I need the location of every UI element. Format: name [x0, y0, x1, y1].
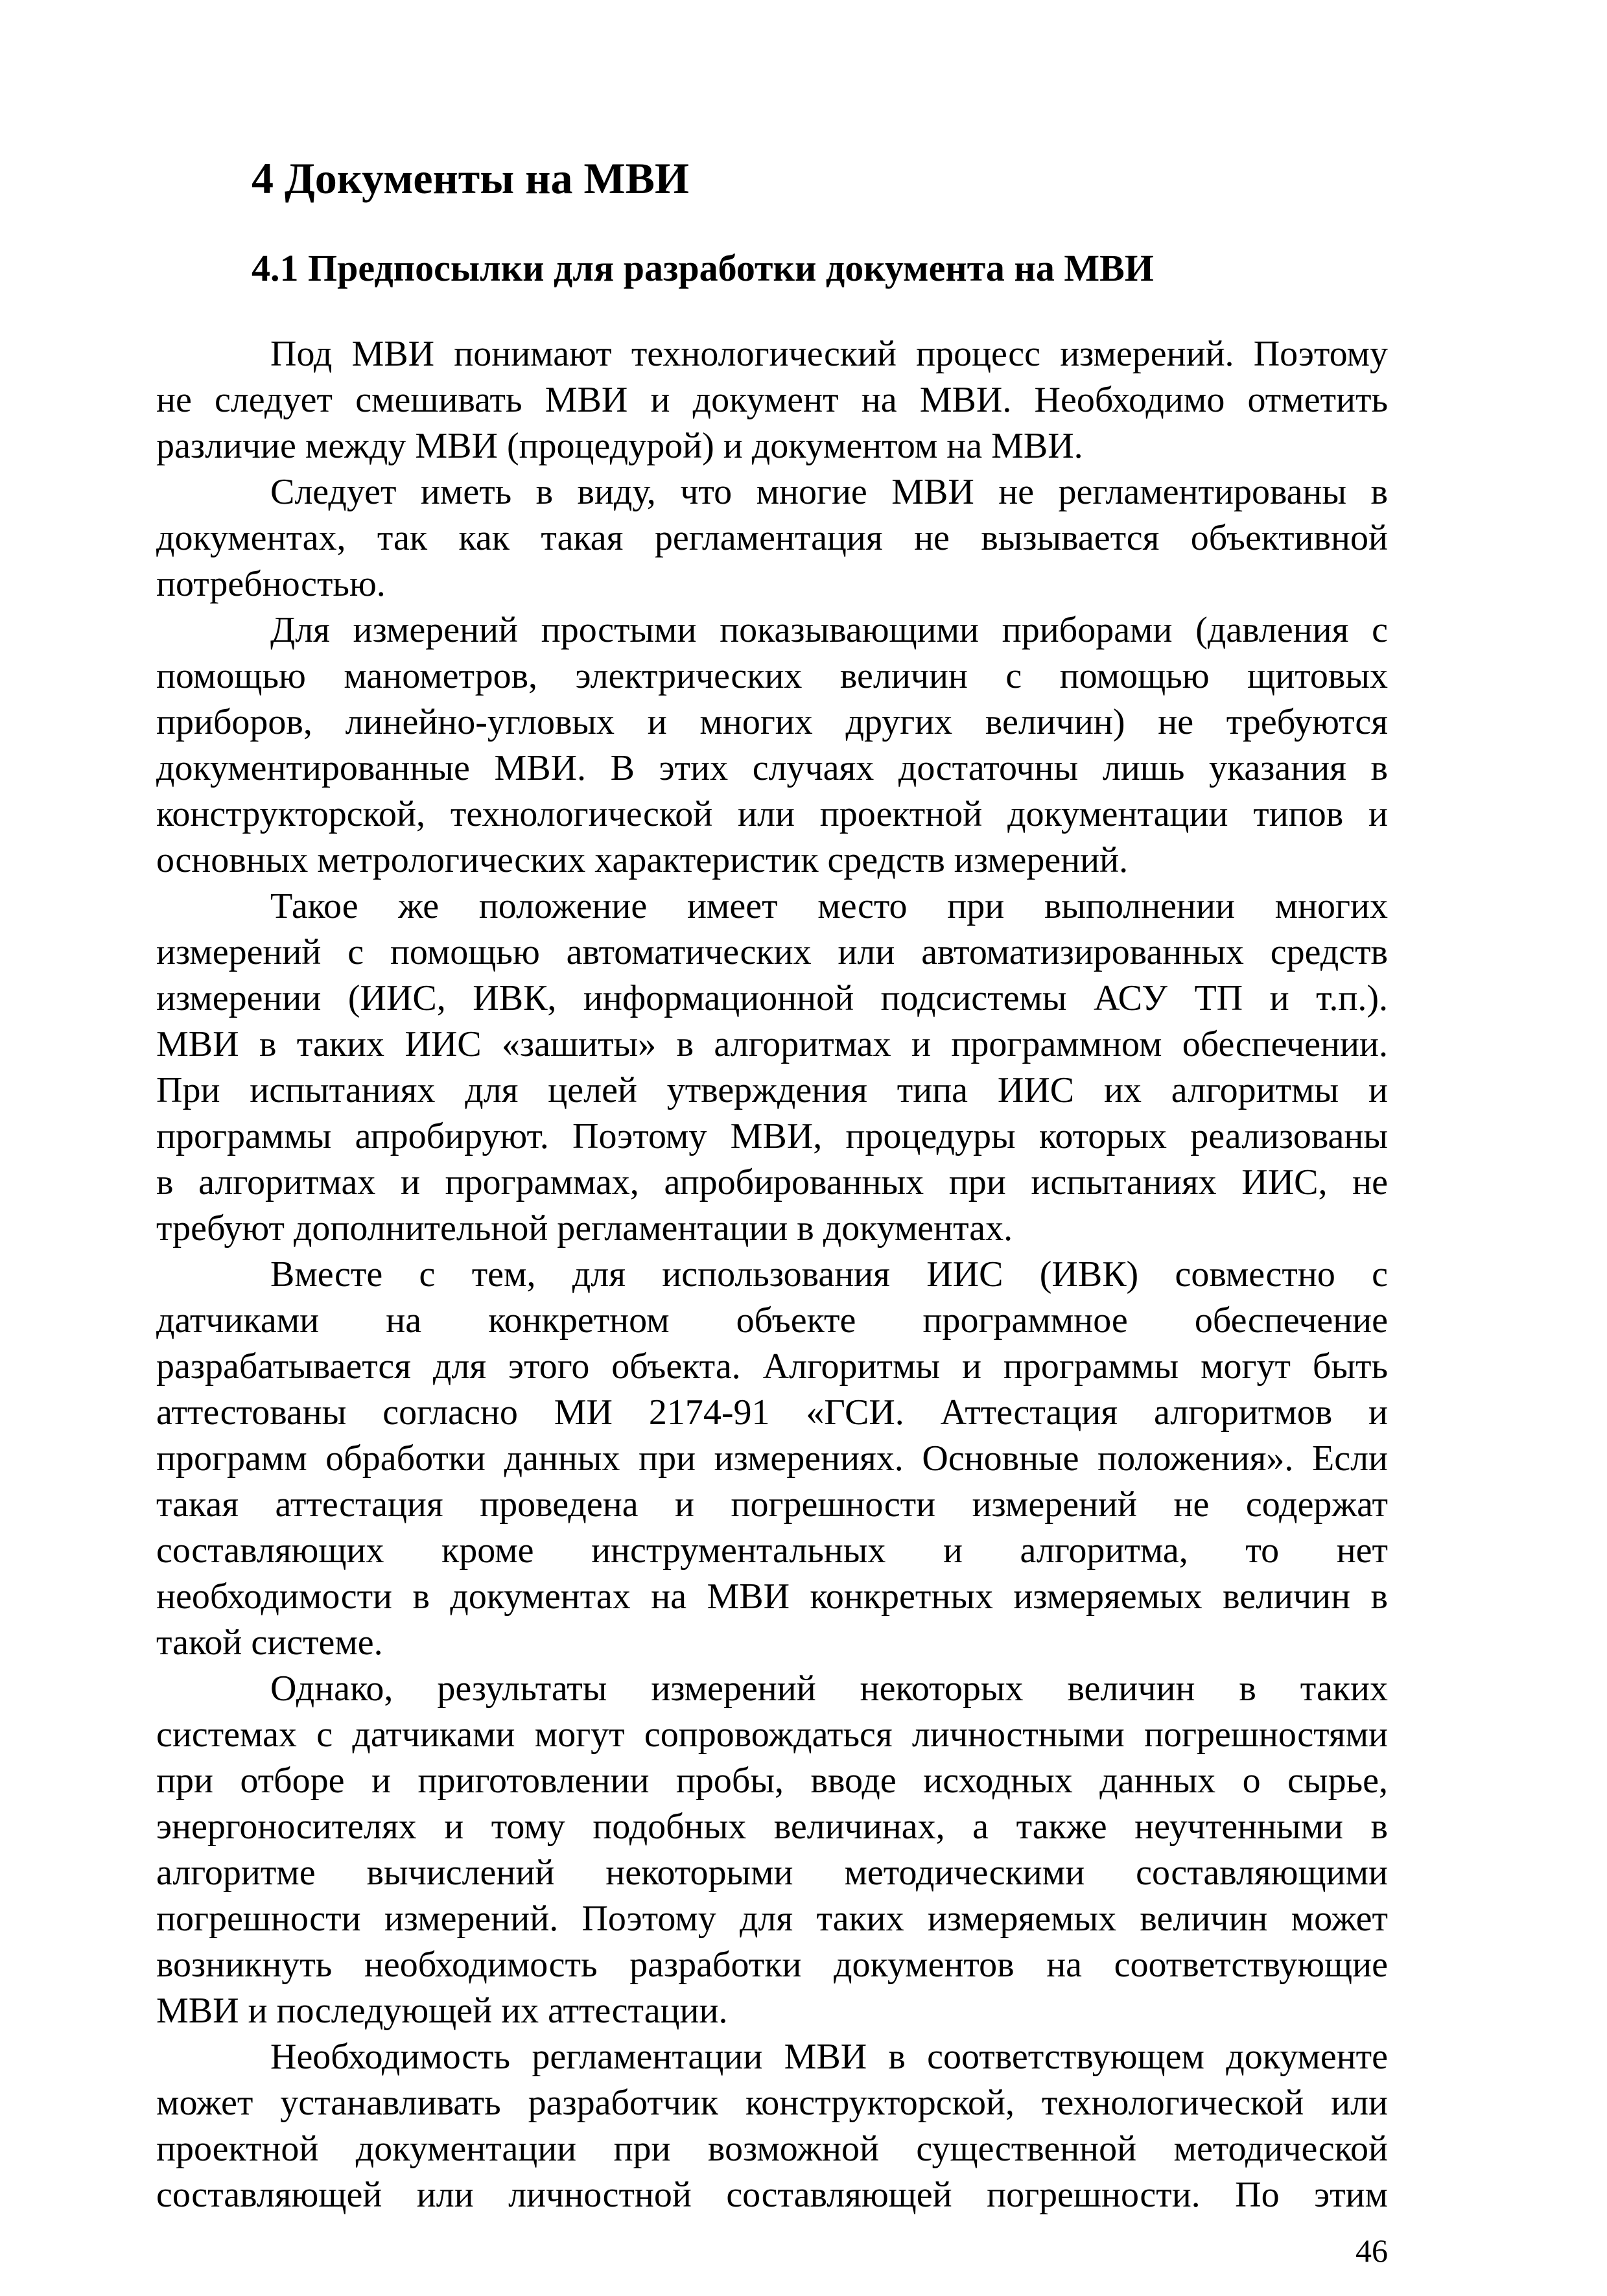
text-line: При испытаниях для целей утверждения типа ИИС их алгоритмы и — [156, 1070, 1388, 1110]
text-line: проектной документации при возможной существенной методической — [156, 2129, 1388, 2169]
text-line: измерений с помощью автоматических или автоматизированных средств — [156, 932, 1388, 972]
text-line: потребностью. — [156, 564, 386, 604]
paragraph — [156, 1252, 1388, 1666]
text-line: измерении (ИИС, ИВК, информационной подсистемы АСУ ТП и т.п.). — [156, 978, 1388, 1018]
text-line: при отборе и приготовлении пробы, вводе исходных данных о сырье, — [156, 1761, 1388, 1801]
text-line: Такое же положение имеет место при выполнении многих — [270, 886, 1388, 926]
text-line: требуют дополнительной регламентации в документах. — [156, 1208, 1013, 1248]
text-line: МВИ в таких ИИС «зашиты» в алгоритмах и программном обеспечении. — [156, 1024, 1388, 1064]
text-line: основных метрологических характеристик средств измерений. — [156, 840, 1129, 880]
text-line: Следует иметь в виду, что многие МВИ не регламентированы в — [270, 472, 1388, 512]
text-line: программы апробируют. Поэтому МВИ, процедуры которых реализованы — [156, 1116, 1388, 1156]
text-line: Вместе с тем, для использования ИИС (ИВК) совместно с — [270, 1254, 1388, 1294]
text-line: конструкторской, технологической или проектной документации типов и — [156, 794, 1388, 834]
body-text — [156, 331, 1388, 2218]
text-line: аттестованы согласно МИ 2174-91 «ГСИ. Аттестация алгоритмов и — [156, 1392, 1388, 1433]
text-line: Необходимость регламентации МВИ в соответствующем документе — [270, 2037, 1388, 2077]
text-line: алгоритме вычислений некоторыми методическими составляющими — [156, 1853, 1388, 1893]
text-line: может устанавливать разработчик конструкторской, технологической или — [156, 2083, 1388, 2123]
text-line: разрабатывается для этого объекта. Алгоритмы и программы могут быть — [156, 1346, 1388, 1387]
paragraph — [156, 2034, 1388, 2218]
text-line: Для измерений простыми показывающими приборами (давления с — [270, 610, 1388, 650]
text-line: погрешности измерений. Поэтому для таких измеряемых величин может — [156, 1899, 1388, 1939]
text-line: составляющей или личностной составляющей погрешности. По этим — [156, 2175, 1388, 2215]
chapter-heading: 4 Документы на МВИ — [252, 154, 689, 203]
text-line: МВИ и последующей их аттестации. — [156, 1991, 728, 2031]
text-line: энергоносителях и тому подобных величинах, а также неучтенными в — [156, 1807, 1388, 1847]
text-line: такой системе. — [156, 1622, 383, 1663]
section-heading: 4.1 Предпосылки для разработки документа на МВИ — [252, 247, 1154, 289]
text-line: различие между МВИ (процедурой) и документом на МВИ. — [156, 426, 1083, 466]
text-line: Под МВИ понимают технологический процесс измерений. Поэтому — [270, 334, 1388, 374]
text-line: программ обработки данных при измерениях. Основные положения». Если — [156, 1438, 1388, 1479]
text-line: приборов, линейно-угловых и многих других величин) не требуются — [156, 702, 1388, 742]
text-line: необходимости в документах на МВИ конкретных измеряемых величин в — [156, 1576, 1388, 1617]
paragraph — [156, 1666, 1388, 2034]
paragraph — [156, 607, 1388, 884]
page-number: 46 — [1355, 2232, 1388, 2269]
text-line: Однако, результаты измерений некоторых величин в таких — [270, 1669, 1388, 1709]
text-line: возникнуть необходимость разработки документов на соответствующие — [156, 1945, 1388, 1985]
text-line: датчиками на конкретном объекте программное обеспечение — [156, 1300, 1388, 1341]
text-line: такая аттестация проведена и погрешности измерений не содержат — [156, 1484, 1388, 1525]
text-line: составляющих кроме инструментальных и алгоритма, то нет — [156, 1530, 1388, 1571]
paragraph — [156, 469, 1388, 607]
paragraph — [156, 331, 1388, 469]
text-line: помощью манометров, электрических величин с помощью щитовых — [156, 656, 1388, 696]
paragraph — [156, 884, 1388, 1252]
text-line: в алгоритмах и программах, апробированных при испытаниях ИИС, не — [156, 1162, 1388, 1202]
text-line: документированные МВИ. В этих случаях достаточны лишь указания в — [156, 748, 1388, 788]
text-line: не следует смешивать МВИ и документ на МВИ. Необходимо отметить — [156, 380, 1388, 420]
text-line: системах с датчиками могут сопровождаться личностными погрешностями — [156, 1715, 1388, 1755]
text-line: документах, так как такая регламентация не вызывается объективной — [156, 518, 1388, 558]
